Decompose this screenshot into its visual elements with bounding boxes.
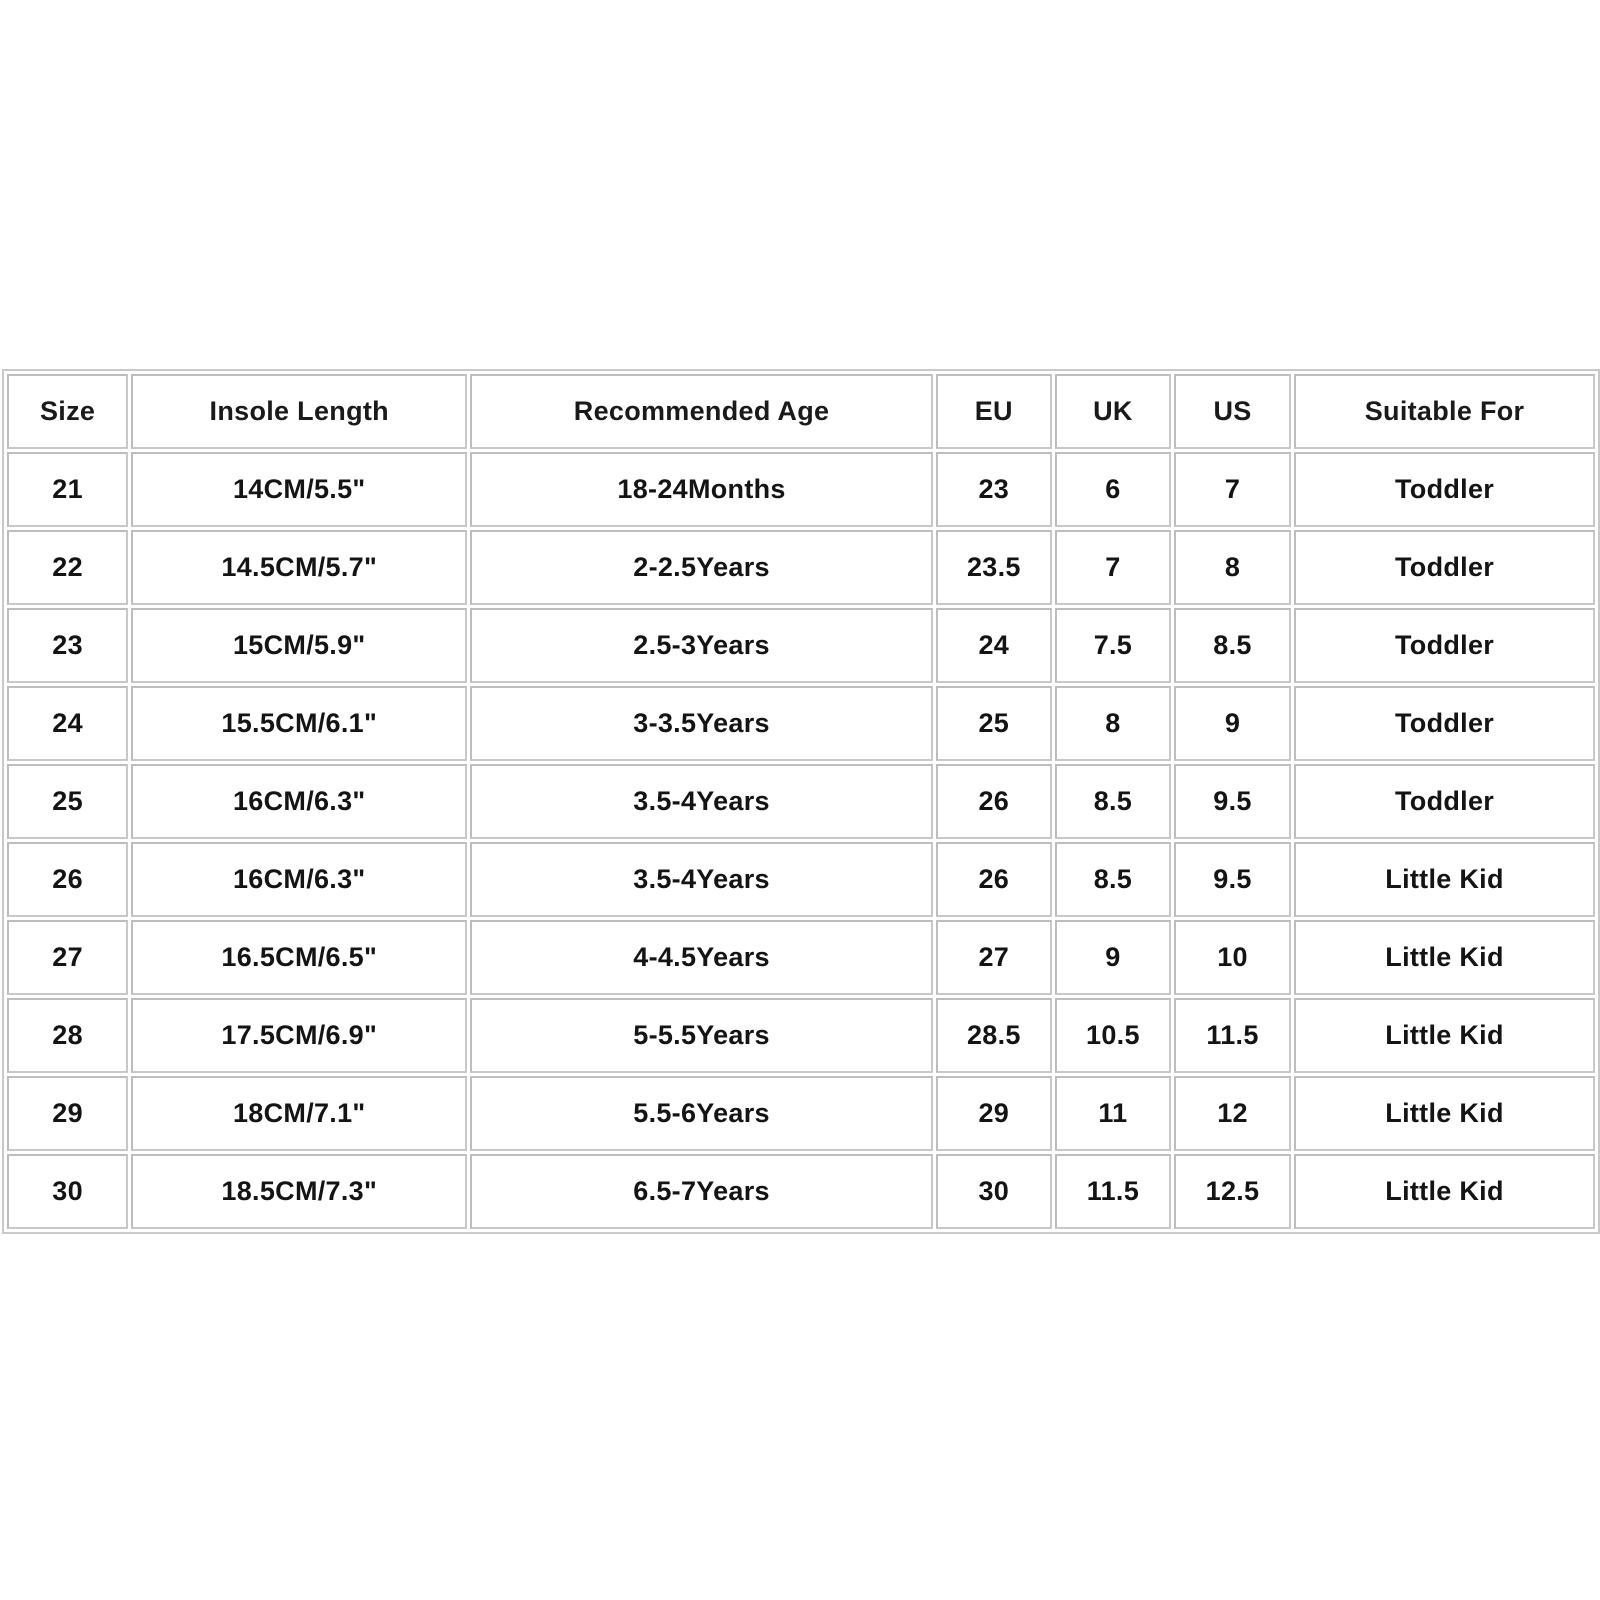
- cell-uk: 11.5: [1055, 1154, 1171, 1229]
- cell-recommended-age: 3-3.5Years: [470, 686, 932, 761]
- cell-insole-length: 16CM/6.3": [131, 842, 467, 917]
- cell-size: 30: [7, 1154, 128, 1229]
- cell-suitable-for: Little Kid: [1294, 1154, 1595, 1229]
- table-row: [7, 998, 1595, 1073]
- cell-uk: 8: [1055, 686, 1171, 761]
- table-row: [7, 920, 1595, 995]
- cell-us: 11.5: [1174, 998, 1291, 1073]
- cell-us: 10: [1174, 920, 1291, 995]
- table-row: [7, 530, 1595, 605]
- cell-insole-length: 14CM/5.5": [131, 452, 467, 527]
- cell-uk: 9: [1055, 920, 1171, 995]
- cell-eu: 26: [936, 842, 1052, 917]
- cell-uk: 8.5: [1055, 764, 1171, 839]
- cell-uk: 6: [1055, 452, 1171, 527]
- cell-us: 7: [1174, 452, 1291, 527]
- table-row: [7, 1076, 1595, 1151]
- cell-insole-length: 15.5CM/6.1": [131, 686, 467, 761]
- cell-uk: 8.5: [1055, 842, 1171, 917]
- cell-size: 23: [7, 608, 128, 683]
- cell-uk: 7.5: [1055, 608, 1171, 683]
- table-row: [7, 452, 1595, 527]
- table-row: [7, 842, 1595, 917]
- cell-size: 22: [7, 530, 128, 605]
- cell-suitable-for: Toddler: [1294, 530, 1595, 605]
- cell-size: 24: [7, 686, 128, 761]
- cell-us: 12: [1174, 1076, 1291, 1151]
- cell-recommended-age: 3.5-4Years: [470, 764, 932, 839]
- cell-eu: 25: [936, 686, 1052, 761]
- table-row: [7, 686, 1595, 761]
- cell-uk: 10.5: [1055, 998, 1171, 1073]
- cell-uk: 7: [1055, 530, 1171, 605]
- cell-us: 9.5: [1174, 842, 1291, 917]
- table-row: [7, 608, 1595, 683]
- cell-recommended-age: 2-2.5Years: [470, 530, 932, 605]
- cell-insole-length: 17.5CM/6.9": [131, 998, 467, 1073]
- cell-eu: 24: [936, 608, 1052, 683]
- cell-insole-length: 18.5CM/7.3": [131, 1154, 467, 1229]
- cell-size: 26: [7, 842, 128, 917]
- table-row: [7, 1154, 1595, 1229]
- cell-eu: 28.5: [936, 998, 1052, 1073]
- cell-us: 8.5: [1174, 608, 1291, 683]
- cell-recommended-age: 18-24Months: [470, 452, 932, 527]
- cell-recommended-age: 2.5-3Years: [470, 608, 932, 683]
- cell-insole-length: 14.5CM/5.7": [131, 530, 467, 605]
- cell-uk: 11: [1055, 1076, 1171, 1151]
- size-chart-table: [2, 369, 1600, 1234]
- cell-size: 27: [7, 920, 128, 995]
- header-row: [7, 374, 1595, 449]
- table-row: [7, 764, 1595, 839]
- cell-eu: 30: [936, 1154, 1052, 1229]
- cell-recommended-age: 6.5-7Years: [470, 1154, 932, 1229]
- cell-suitable-for: Toddler: [1294, 452, 1595, 527]
- cell-recommended-age: 5-5.5Years: [470, 998, 932, 1073]
- cell-recommended-age: 5.5-6Years: [470, 1076, 932, 1151]
- cell-size: 28: [7, 998, 128, 1073]
- header-suitable-for: Suitable For: [1294, 374, 1595, 449]
- cell-size: 25: [7, 764, 128, 839]
- header-eu: EU: [936, 374, 1052, 449]
- cell-suitable-for: Toddler: [1294, 764, 1595, 839]
- cell-size: 21: [7, 452, 128, 527]
- cell-us: 9.5: [1174, 764, 1291, 839]
- cell-suitable-for: Little Kid: [1294, 1076, 1595, 1151]
- cell-suitable-for: Toddler: [1294, 686, 1595, 761]
- cell-eu: 29: [936, 1076, 1052, 1151]
- cell-suitable-for: Little Kid: [1294, 920, 1595, 995]
- table-body: [7, 452, 1595, 1229]
- cell-suitable-for: Little Kid: [1294, 842, 1595, 917]
- cell-suitable-for: Little Kid: [1294, 998, 1595, 1073]
- cell-us: 12.5: [1174, 1154, 1291, 1229]
- cell-recommended-age: 4-4.5Years: [470, 920, 932, 995]
- cell-recommended-age: 3.5-4Years: [470, 842, 932, 917]
- cell-eu: 26: [936, 764, 1052, 839]
- cell-us: 8: [1174, 530, 1291, 605]
- cell-size: 29: [7, 1076, 128, 1151]
- cell-insole-length: 16CM/6.3": [131, 764, 467, 839]
- cell-insole-length: 16.5CM/6.5": [131, 920, 467, 995]
- cell-eu: 23: [936, 452, 1052, 527]
- header-size: Size: [7, 374, 128, 449]
- cell-insole-length: 15CM/5.9": [131, 608, 467, 683]
- header-uk: UK: [1055, 374, 1171, 449]
- cell-suitable-for: Toddler: [1294, 608, 1595, 683]
- header-recommended-age: Recommended Age: [470, 374, 932, 449]
- header-us: US: [1174, 374, 1291, 449]
- header-insole-length: Insole Length: [131, 374, 467, 449]
- cell-insole-length: 18CM/7.1": [131, 1076, 467, 1151]
- cell-eu: 23.5: [936, 530, 1052, 605]
- cell-us: 9: [1174, 686, 1291, 761]
- cell-eu: 27: [936, 920, 1052, 995]
